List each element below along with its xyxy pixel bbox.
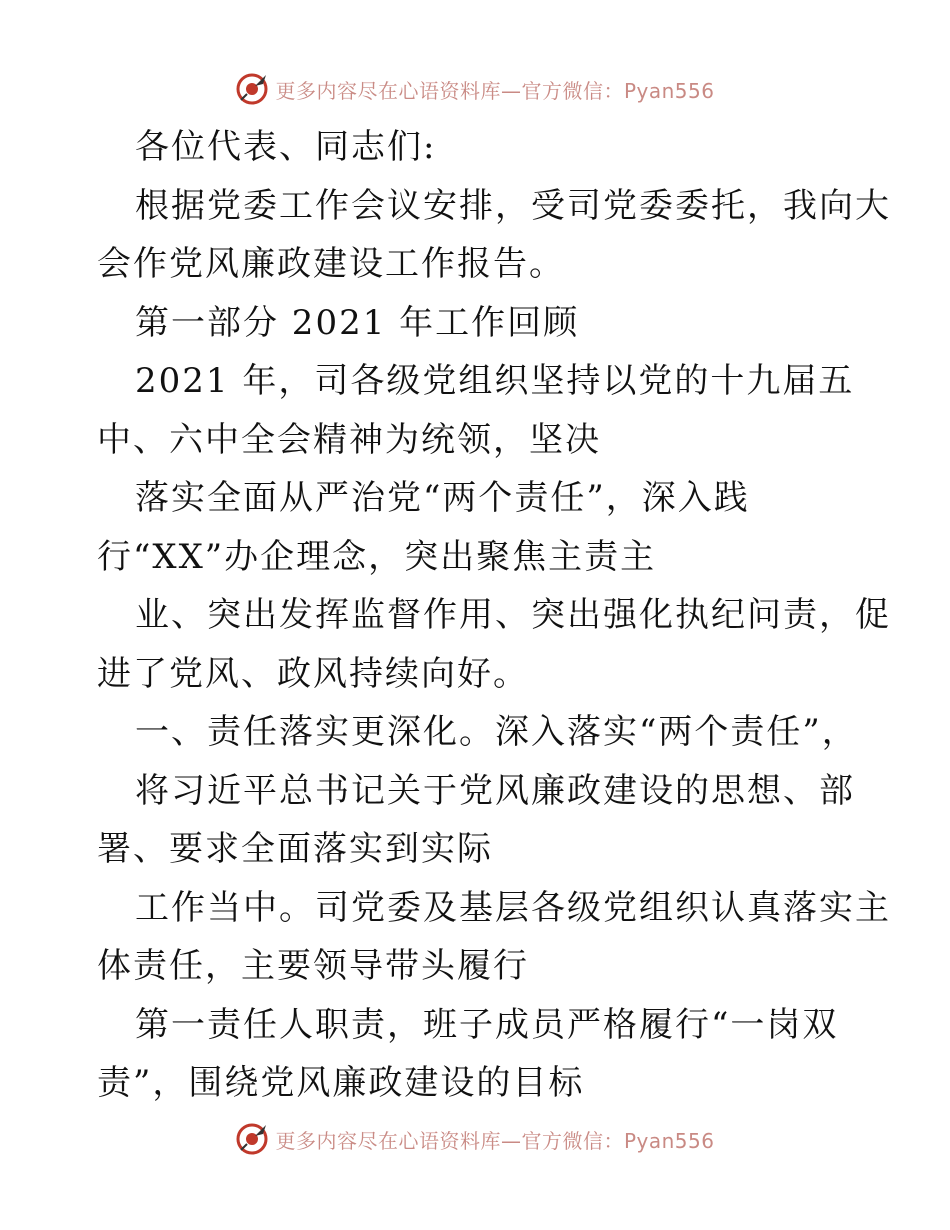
paragraph-line: 第一部分 2021 年工作回顾: [135, 302, 580, 343]
paragraph-line: 2021 年，司各级党组织坚持以党的十九届五: [135, 361, 855, 401]
document-body: [97, 118, 891, 1113]
paragraph-line: 一、责任落实更深化。深入落实“两个责任”，: [135, 712, 858, 752]
quill-logo-icon: [235, 72, 269, 106]
header-watermark: [0, 72, 950, 106]
paragraph-line: 第一责任人职责，班子成员严格履行“一岗双: [135, 1004, 839, 1045]
paragraph-line: 工作当中。司党委及基层各级党组织认真落实主: [135, 887, 891, 928]
paragraph-line: 体责任，主要领导带头履行: [97, 946, 529, 986]
paragraph-line: 落实全面从严治党“两个责任”，深入践: [135, 478, 750, 518]
paragraph-line: 业、突出发挥监督作用、突出强化执纪问责，促: [135, 595, 891, 635]
quill-logo-icon: [235, 1122, 269, 1156]
paragraph-line: 各位代表、同志们:: [135, 127, 437, 167]
paragraph-line: 行“XX”办企理念，突出聚焦主责主: [97, 536, 657, 577]
paragraph-line: 进了党风、政风持续向好。: [97, 653, 529, 694]
paragraph-line: 署、要求全面落实到实际: [97, 829, 493, 869]
paragraph-line: 会作党风廉政建设工作报告。: [97, 244, 565, 284]
header-watermark-text: 更多内容尽在心语资料库—官方微信：Pyan556: [275, 78, 715, 103]
paragraph-line: 责”，围绕党风廉政建设的目标: [97, 1063, 585, 1103]
paragraph-line: 将习近平总书记关于党风廉政建设的思想、部: [135, 770, 855, 811]
footer-watermark: [0, 1122, 950, 1156]
paragraph-line: 中、六中全会精神为统领，坚决: [97, 419, 601, 460]
footer-watermark-text: 更多内容尽在心语资料库—官方微信：Pyan556: [275, 1128, 715, 1153]
paragraph-line: 根据党委工作会议安排，受司党委委托，我向大: [135, 185, 891, 226]
